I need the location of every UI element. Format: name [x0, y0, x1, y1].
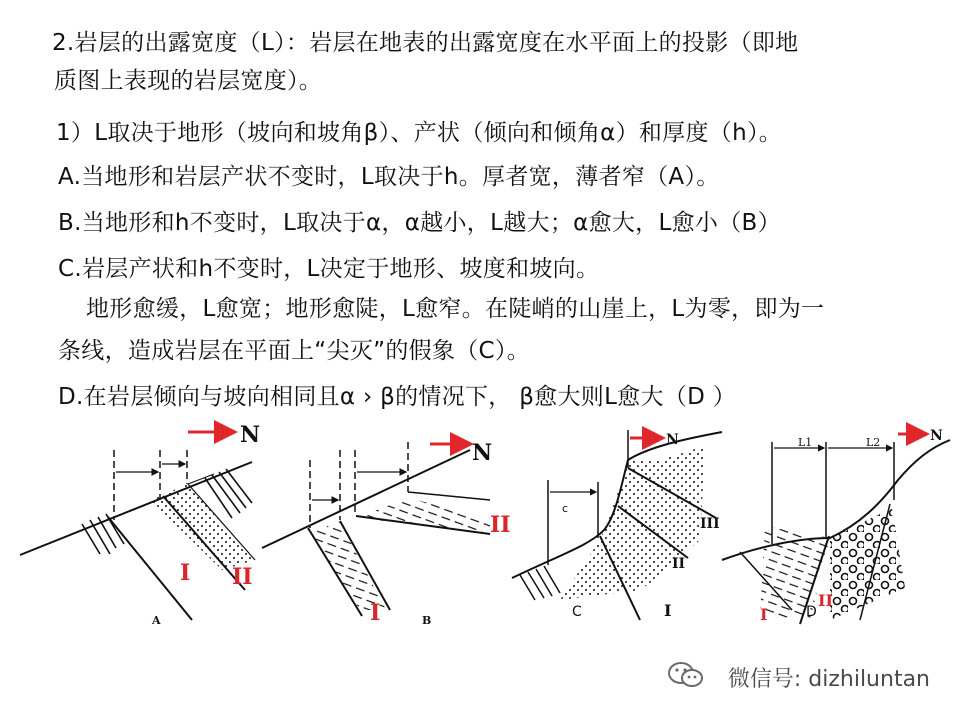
figure-d-width-1: L1 — [798, 436, 813, 449]
figure-b-layer-1: I — [370, 600, 381, 626]
figure-c-layer-2: II — [672, 556, 686, 572]
figure-b-layer-2: II — [490, 512, 511, 538]
figure-a-layer-1: I — [180, 560, 191, 586]
text-line-7: 地形愈缓，L愈宽；地形愈陡，L愈窄。在陡峭的山崖上，L为零，即为一 — [86, 296, 825, 322]
text-line-3: 1）L取决于地形（坡向和坡角β）、产状（倾向和倾角α）和厚度（h）。 — [56, 120, 783, 146]
text-line-2: 质图上表现的岩层宽度）。 — [54, 68, 323, 94]
figure-b-north: N — [472, 440, 493, 466]
figure-a-caption: A — [152, 614, 161, 627]
text-line-8: 条线，造成岩层在平面上“尖灭”的假象（C）。 — [58, 338, 530, 364]
figure-d-caption: D — [806, 604, 817, 620]
figure-d-layer-2: II — [818, 591, 833, 610]
figure-d-layer-1: I — [760, 605, 768, 624]
outcrop-width-figures — [0, 420, 960, 650]
figure-b — [262, 440, 511, 627]
figure-d — [722, 428, 950, 624]
text-line-4: A.当地形和岩层产状不变时，L取决于h。厚者宽，薄者窄（A）。 — [58, 164, 720, 190]
figure-c-width-label: c — [562, 502, 569, 515]
figure-c-north: N — [666, 432, 679, 448]
text-line-1: 2.岩层的出露宽度（L）：岩层在地表的出露宽度在水平面上的投影（即地 — [52, 30, 799, 56]
figure-c-layer-3: III — [700, 516, 720, 532]
watermark-text: 微信号: dizhiluntan — [727, 667, 930, 692]
wechat-icon — [666, 660, 706, 690]
figure-d-north: N — [930, 428, 943, 444]
figure-a-north: N — [240, 422, 261, 448]
figure-b-caption: B — [422, 614, 432, 627]
text-line-9: D.在岩层倾向与坡向相同且α › β的情况下， β愈大则L愈大（D ） — [58, 384, 737, 410]
figure-c-layer-1: I — [664, 601, 672, 620]
figure-c-caption: C — [572, 604, 582, 620]
text-line-5: B.当地形和h不变时，L取决于α，α越小，L越大；α愈大，L愈小（B） — [58, 210, 781, 236]
figure-a — [20, 422, 260, 627]
text-line-6: C.岩层产状和h不变时，L决定于地形、坡度和坡向。 — [58, 256, 600, 282]
figure-c — [512, 430, 722, 620]
figure-d-width-2: L2 — [866, 436, 881, 449]
figure-a-layer-2: II — [232, 564, 253, 590]
